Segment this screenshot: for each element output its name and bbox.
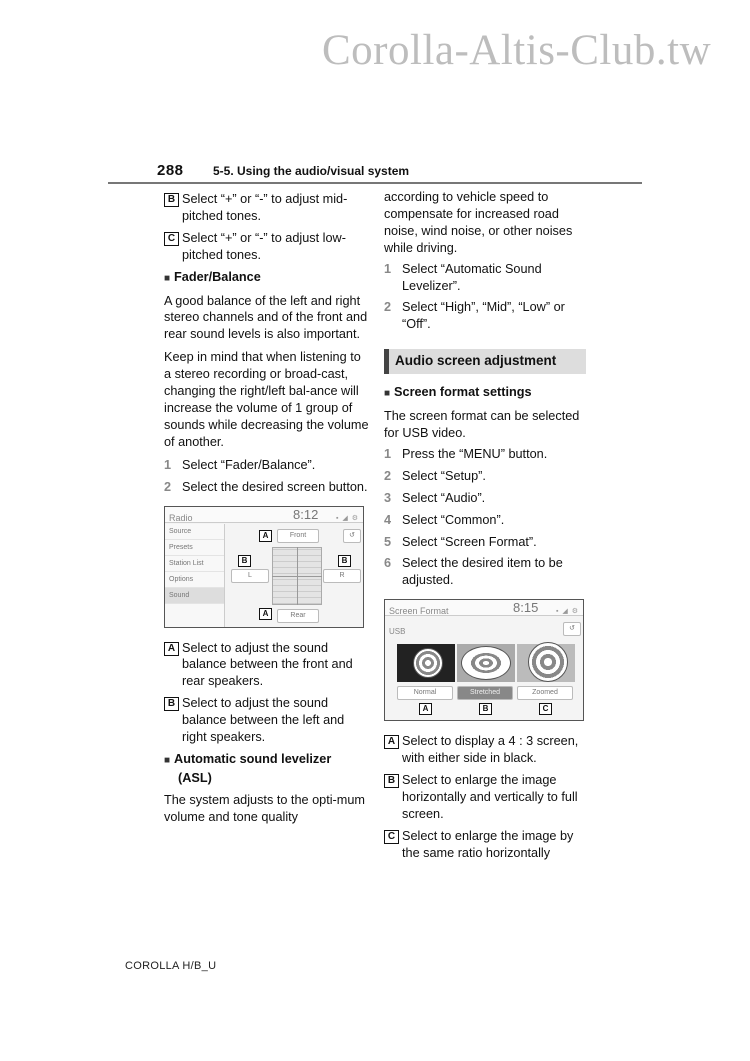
label-c-badge: C: [164, 232, 179, 246]
format-step-4: 4 Select “Common”.: [384, 512, 505, 527]
step-1: [164, 457, 369, 474]
format-step-3: 3 Select “Audio”.: [384, 490, 486, 505]
label-b-badge: B: [384, 774, 399, 788]
normal-thumbnail: [397, 644, 455, 682]
step-text: Select the desired screen button.: [182, 479, 368, 494]
section-title: 5-5. Using the audio/visual system: [213, 164, 410, 178]
page-number: 288: [157, 162, 184, 179]
label-a-badge: A: [259, 608, 272, 620]
format-step-6: 6 Select the desired item to be adjusted.: [384, 556, 563, 588]
item-text: Select to adjust the sound balance between the front and rear speakers.: [182, 640, 353, 689]
stretched-thumbnail: [457, 644, 515, 682]
asl-heading: ■ Automatic sound levelizer (ASL): [164, 751, 332, 785]
format-step-5: 5 Select “Screen Format”.: [384, 534, 537, 549]
usb-label: USB: [389, 627, 406, 637]
right-column: [384, 189, 589, 867]
zoomed-button[interactable]: Zoomed: [517, 686, 573, 700]
label-b-badge: B: [479, 703, 492, 715]
screen-format-heading: ■ Screen format settings: [384, 385, 532, 400]
sidebar-item-source[interactable]: Source: [165, 524, 224, 540]
asl-step-2: [384, 299, 589, 333]
footer-model: COROLLA H/B_U: [125, 960, 217, 972]
item-text: Select to enlarge the image by the same ratio horizontally: [402, 828, 574, 860]
label-b-badge: B: [238, 555, 251, 567]
format-step-1: 1 Press the “MENU” button.: [384, 446, 548, 461]
header-rule: [108, 182, 642, 184]
sidebar-item-options[interactable]: Options: [165, 572, 224, 588]
screen-clock: 8:12: [293, 506, 319, 522]
item-text: Select to display a 4 : 3 screen, with either side in black.: [402, 734, 579, 766]
item-text: Select “+” or “-” to adjust mid-pitched tones.: [182, 192, 348, 223]
screen-format-paragraph: The screen format can be selected for USB video.: [384, 409, 580, 440]
sidebar-item-sound[interactable]: Sound: [165, 588, 224, 604]
square-bullet-icon: ■: [384, 388, 391, 400]
item-text: Select to adjust the sound balance between the left and right speakers.: [182, 696, 345, 745]
radio-balance-screen: [164, 506, 364, 628]
format-desc-c: [384, 828, 589, 862]
screen-sidebar: [165, 524, 225, 627]
fader-paragraph-1: A good balance of the left and right stereo channels and of the front and rear sound levels is also important.: [164, 293, 368, 342]
front-button[interactable]: Front: [277, 529, 319, 543]
screen-format-screen: [384, 599, 584, 721]
step-text: Select “Fader/Balance”.: [182, 457, 316, 472]
screen-clock: 8:15: [513, 600, 539, 616]
screen-topbar: [165, 507, 363, 523]
step-text: Select “High”, “Mid”, “Low” or “Off”.: [402, 300, 565, 332]
desc-a: [164, 640, 369, 691]
label-c-badge: C: [384, 830, 399, 844]
watermark: Corolla-Altis-Club.tw: [322, 27, 712, 74]
label-b-badge: B: [164, 697, 179, 711]
step-number: 2: [384, 300, 392, 315]
sidebar-item-station-list[interactable]: Station List: [165, 556, 224, 572]
left-button[interactable]: L: [231, 569, 269, 583]
left-column: [164, 191, 369, 832]
format-desc-b: [384, 772, 589, 823]
label-a-badge: A: [164, 642, 179, 656]
label-a-badge: A: [419, 703, 432, 715]
step-number: 1: [164, 457, 172, 472]
label-a-badge: A: [384, 735, 399, 749]
step-number: 1: [384, 261, 392, 276]
asl-step-1: [384, 261, 589, 295]
audio-screen-adjustment-heading: Audio screen adjustment: [384, 349, 586, 374]
fader-balance-heading: ■ Fader/Balance: [164, 269, 261, 284]
label-b-badge: B: [338, 555, 351, 567]
screen-title: Screen Format: [389, 606, 449, 617]
status-icons: ▪ ◢ ⚙: [335, 514, 359, 522]
label-a-badge: A: [259, 530, 272, 542]
stretched-button[interactable]: Stretched: [457, 686, 513, 700]
back-button[interactable]: ↺: [563, 622, 581, 636]
normal-button[interactable]: Normal: [397, 686, 453, 700]
zoomed-thumbnail: [517, 644, 575, 682]
rear-button[interactable]: Rear: [277, 609, 319, 623]
back-button[interactable]: ↺: [343, 529, 361, 543]
format-desc-a: [384, 733, 589, 767]
item-text: Select “+” or “-” to adjust low-pitched tones.: [182, 230, 346, 262]
item-c-low: [164, 230, 369, 264]
asl-paragraph-continued: according to vehicle speed to compensate for increased road noise, wind noise, or other noises while driving.: [384, 190, 573, 255]
step-number: 2: [164, 479, 172, 494]
step-text: Select “Automatic Sound Levelizer”.: [402, 261, 542, 293]
balance-crosshair-v: [297, 547, 298, 605]
asl-paragraph: The system adjusts to the opti-mum volume and tone quality: [164, 792, 365, 824]
label-b-badge: B: [164, 193, 179, 207]
right-button[interactable]: R: [323, 569, 361, 583]
screen-title: Radio: [169, 512, 193, 523]
sidebar-item-presets[interactable]: Presets: [165, 540, 224, 556]
fader-paragraph-2: Keep in mind that when listening to a stereo recording or broad-cast, changing the right/left bal-ance will increase the volume of 1 group of sounds while decreasing the volume of another.: [164, 350, 369, 449]
item-text: Select to enlarge the image horizontally and vertically to full screen.: [402, 773, 578, 821]
step-2: [164, 479, 369, 496]
item-b-mid: [164, 191, 369, 225]
square-bullet-icon: ■: [164, 272, 171, 284]
screen-topbar: [385, 600, 583, 616]
format-step-2: 2 Select “Setup”.: [384, 468, 486, 483]
label-c-badge: C: [539, 703, 552, 715]
status-icons: ▪ ◢ ⚙: [555, 608, 579, 616]
desc-b: [164, 695, 369, 746]
square-bullet-icon: ■: [164, 754, 171, 766]
